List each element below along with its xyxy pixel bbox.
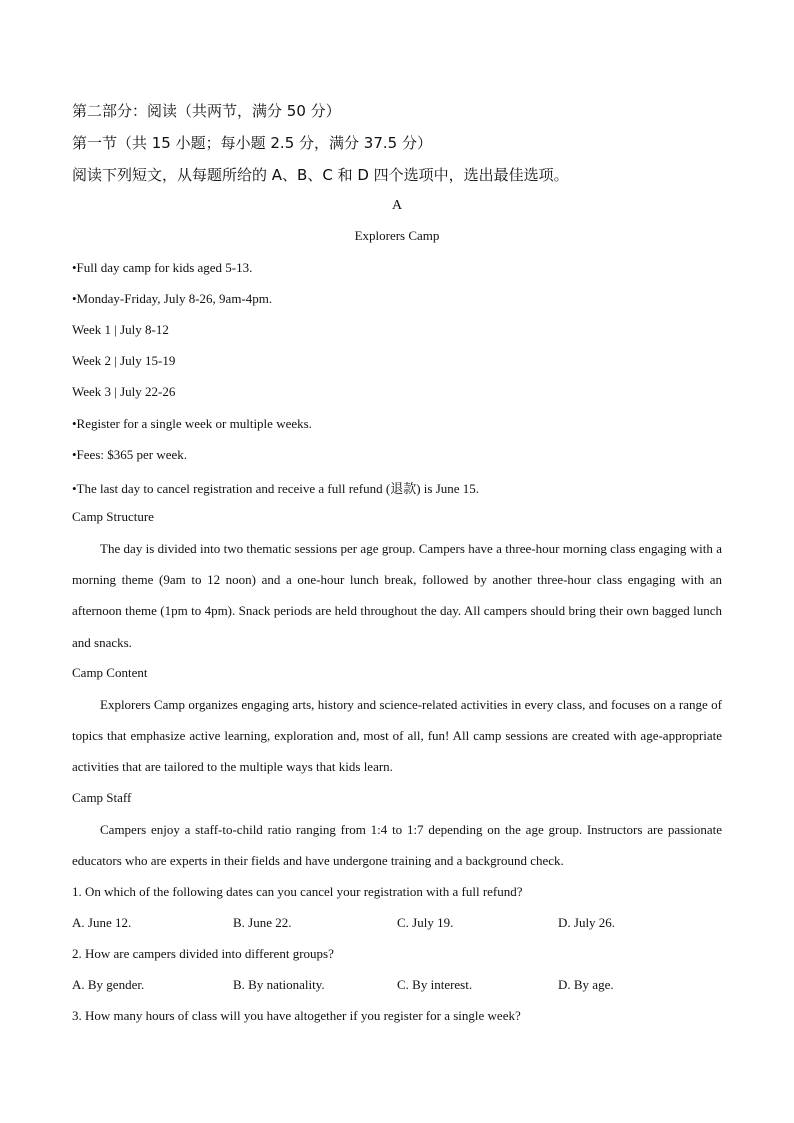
section-body: Campers enjoy a staff-to-child ratio ranging from 1:4 to 1:7 depending on the age group. Instructors are passionate educators who are experts in their fields and have undergone training and a background check. (72, 822, 722, 869)
info-line: •Fees: $365 per week. (72, 447, 188, 462)
section-body: Explorers Camp organizes engaging arts, history and science-related activities in every class, and focuses on a range of topics that emphasize active learning, exploration and, most of all, fun! All camp sessions are created with age-appropriate activities that are tailored to the multiple ways that kids learn. (72, 697, 722, 775)
info-line: Week 1 | July 8-12 (72, 322, 169, 337)
option-a: A. By gender. (72, 977, 145, 992)
question-stem: 2. How are campers divided into different groups? (72, 946, 334, 961)
info-line: •Register for a single week or multiple weeks. (72, 416, 312, 431)
part-title: 第二部分：阅读（共两节，满分 50 分） (72, 102, 341, 120)
question-stem: 1. On which of the following dates can you cancel your registration with a full refund? (72, 884, 523, 899)
section-body: The day is divided into two thematic sessions per age group. Campers have a three-hour morning class engaging with a morning theme (9am to 12 noon) and a one-hour lunch break, followed by another three-hour class engaging with an afternoon theme (1pm to 4pm). Snack periods are held throughout the day. All campers should bring their own bagged lunch and snacks. (72, 541, 722, 650)
instructions: 阅读下列短文，从每题所给的 A、B、C 和 D 四个选项中，选出最佳选项。 (72, 166, 569, 184)
section-heading: Camp Structure (72, 509, 154, 524)
section-heading: Camp Content (72, 665, 148, 680)
info-line: •The last day to cancel registration and receive a full refund (退款) is June 15. (72, 481, 480, 496)
passage-letter: A (391, 198, 403, 213)
option-a: A. June 12. (72, 915, 132, 930)
section-heading: Camp Staff (72, 790, 132, 805)
option-b: B. By nationality. (233, 977, 325, 992)
question-stem: 3. How many hours of class will you have altogether if you register for a single week? (72, 1008, 521, 1023)
info-line: Week 3 | July 22-26 (72, 384, 176, 399)
option-d: D. By age. (558, 977, 614, 992)
passage-title: Explorers Camp (354, 228, 440, 243)
option-b: B. June 22. (233, 915, 292, 930)
info-line: •Full day camp for kids aged 5-13. (72, 260, 253, 275)
info-line: •Monday-Friday, July 8-26, 9am-4pm. (72, 291, 273, 306)
option-c: C. By interest. (397, 977, 473, 992)
option-d: D. July 26. (558, 915, 616, 930)
info-line: Week 2 | July 15-19 (72, 353, 176, 368)
section-title: 第一节（共 15 小题；每小题 2.5 分，满分 37.5 分） (72, 134, 432, 152)
option-c: C. July 19. (397, 915, 454, 930)
